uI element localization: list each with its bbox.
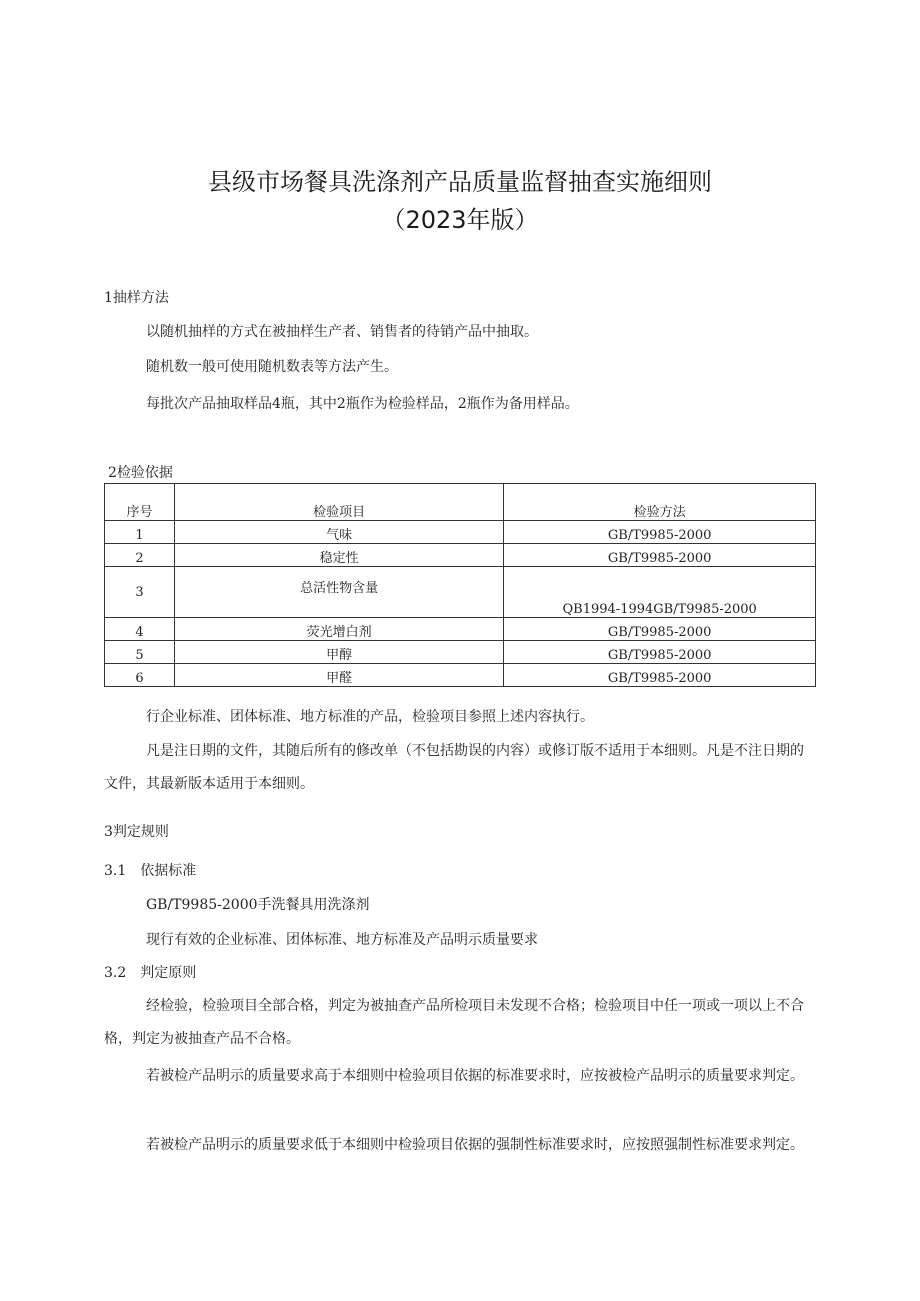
section1-paragraph: 每批次产品抽取样品4瓶，其中2瓶作为检验样品，2瓶作为备用样品。 [146, 396, 579, 412]
table-row [105, 567, 816, 618]
table-cell-item: 气味 [174, 521, 503, 544]
table-cell-method: GB/T9985-2000 [504, 618, 816, 641]
table-row [105, 641, 816, 664]
table-header-row [105, 484, 816, 521]
section1-paragraph: 以随机抽样的方式在被抽样生产者、销售者的待销产品中抽取。 [146, 324, 538, 340]
section3-2-heading: 3.2 判定原则 [104, 965, 197, 981]
section3-heading: 3判定规则 [104, 824, 169, 840]
document-subtitle: （2023年版） [381, 206, 539, 234]
table-cell-seq: 4 [105, 618, 175, 641]
table-row [105, 618, 816, 641]
table-cell-seq: 5 [105, 641, 175, 664]
table-cell-method: GB/T9985-2000 [504, 664, 816, 687]
section3-2-paragraph: 经检验，检验项目全部合格，判定为被抽查产品所检项目未发现不合格；检验项目中任一项或一项以上不合格，判定为被抽查产品不合格。 [104, 998, 804, 1047]
section2-paragraph: 凡是注日期的文件，其随后所有的修改单（不包括勘误的内容）或修订版不适用于本细则。凡是不注日期的文件，其最新版本适用于本细则。 [104, 743, 804, 792]
section2-heading: 2检验依据 [108, 465, 173, 481]
section3-2-paragraph: 若被检产品明示的质量要求高于本细则中检验项目依据的标准要求时，应按被检产品明示的质量要求判定。 [146, 1068, 804, 1084]
table-row [105, 664, 816, 687]
inspection-basis-table [104, 483, 816, 687]
table-cell-seq: 3 [105, 567, 175, 618]
section3-1-paragraph: 现行有效的企业标准、团体标准、地方标准及产品明示质量要求 [146, 932, 538, 948]
table-cell-item: 甲醇 [174, 641, 503, 664]
table-row [105, 544, 816, 567]
section1-paragraph: 随机数一般可使用随机数表等方法产生。 [146, 359, 398, 375]
table-cell-method: GB/T9985-2000 [504, 641, 816, 664]
section3-1-paragraph: GB/T9985-2000手洗餐具用洗涤剂 [146, 897, 370, 913]
table-cell-item: 甲醛 [174, 664, 503, 687]
section3-2-paragraph: 若被检产品明示的质量要求低于本细则中检验项目依据的强制性标准要求时，应按照强制性标准要求判定。 [146, 1137, 804, 1153]
table-cell-item: 总活性物含量 [174, 567, 503, 618]
table-cell-method: GB/T9985-2000 [504, 544, 816, 567]
section1-heading: 1抽样方法 [104, 290, 169, 306]
table-cell-method: GB/T9985-2000 [504, 521, 816, 544]
table-row [105, 521, 816, 544]
table-cell-item: 稳定性 [174, 544, 503, 567]
table-cell-seq: 2 [105, 544, 175, 567]
table-cell-seq: 1 [105, 521, 175, 544]
table-cell-method: QB1994-1994GB/T9985-2000 [504, 567, 816, 618]
document-title: 县级市场餐具洗涤剂产品质量监督抽查实施细则 [208, 168, 712, 196]
section3-1-heading: 3.1 依据标准 [104, 863, 197, 879]
header-cell-seq: 序号 [105, 484, 175, 521]
header-cell-method: 检验方法 [504, 484, 816, 521]
table-cell-item: 荧光增白剂 [174, 618, 503, 641]
header-cell-item: 检验项目 [174, 484, 503, 521]
table-cell-seq: 6 [105, 664, 175, 687]
section2-paragraph: 行企业标准、团体标准、地方标准的产品，检验项目参照上述内容执行。 [146, 709, 594, 725]
